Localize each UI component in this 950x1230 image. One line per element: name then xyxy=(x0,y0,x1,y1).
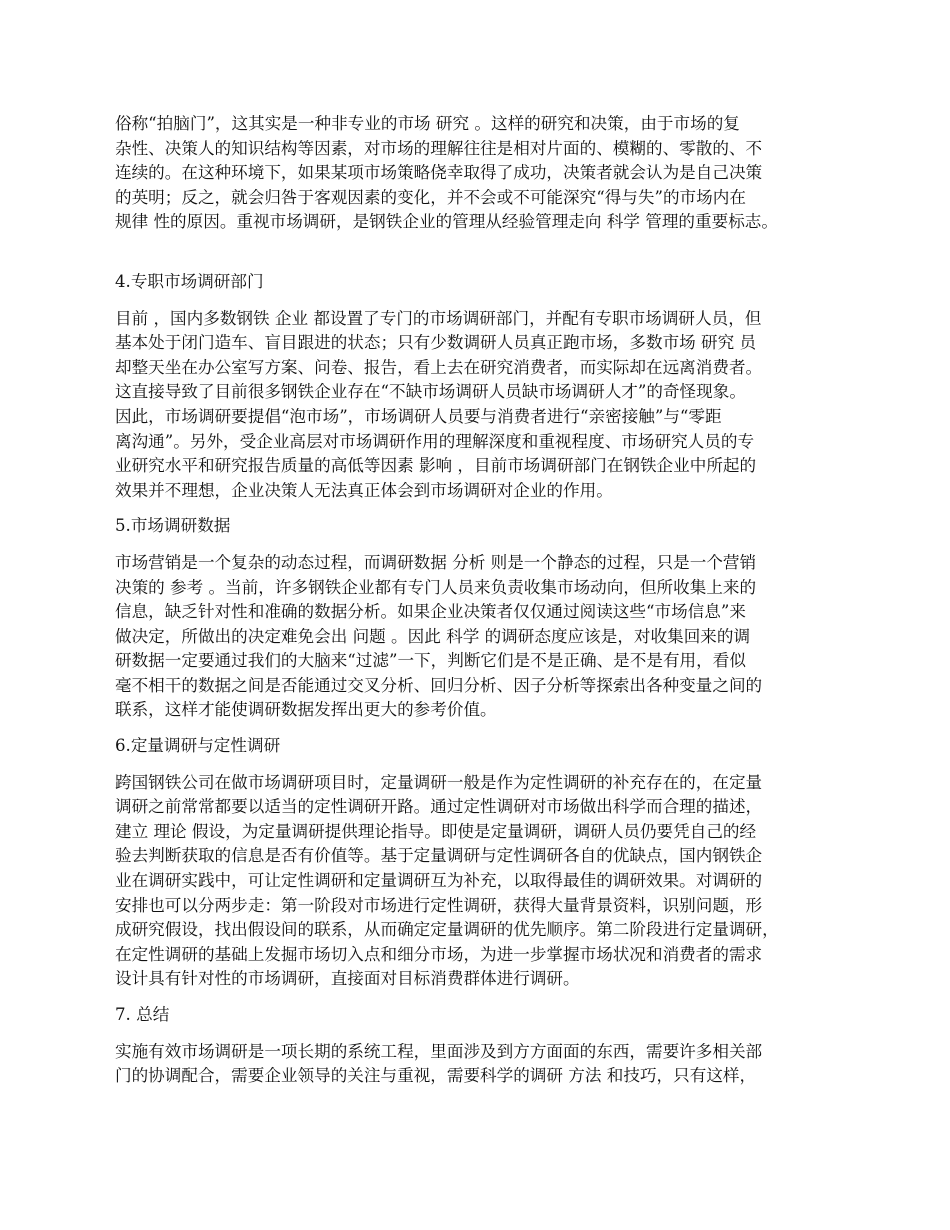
text-line: 验去判断获取的信息是否有价值等。基于定量调研与定性调研各自的优缺点，国内钢铁企 xyxy=(115,846,763,866)
text-line: 成研究假设，找出假设间的联系，从而确定定量调研的优先顺序。第二阶段进行定量调研， xyxy=(115,920,779,940)
section-heading-4: 4.专职市场调研部门 xyxy=(115,271,264,291)
text-line: 因此，市场调研要提倡“泡市场”，市场调研人员要与消费者进行“亲密接触”与“零距 xyxy=(115,406,722,426)
text-line: 门的协调配合，需要企业领导的关注与重视，需要科学的调研 方法 和技巧，只有这样， xyxy=(115,1066,757,1086)
text-line: 的英明；反之，就会归咎于客观因素的变化，并不会或不可能深究“得与失”的市场内在 xyxy=(115,187,746,207)
paragraph-section-7 xyxy=(115,1040,845,1089)
text-line: 规律 性的原因。重视市场调研，是钢铁企业的管理从经验管理走向 科学 管理的重要标志。 xyxy=(115,212,778,232)
text-line: 却整天坐在办公室写方案、问卷、报告，看上去在研究消费者，而实际却在远离消费者。 xyxy=(115,357,763,377)
paragraph-section-4 xyxy=(115,307,845,504)
text-line: 这直接导致了目前很多钢铁企业存在“不缺市场调研人员缺市场调研人才”的奇怪现象。 xyxy=(115,382,746,402)
text-line: 基本处于闭门造车、盲目跟进的状态；只有少数调研人员真正跑市场，多数市场 研究 员 xyxy=(115,333,757,353)
text-line: 研数据一定要通过我们的大脑来“过滤”一下，判断它们是不是正确、是不是有用，看似 xyxy=(115,651,746,671)
paragraph-intro xyxy=(115,112,845,235)
text-line: 在定性调研的基础上发掘市场切入点和细分市场，为进一步掌握市场状况和消费者的需求 xyxy=(115,944,763,964)
text-line: 俗称“拍脑门”，这其实是一种非专业的市场 研究 。这样的研究和决策，由于市场的复 xyxy=(115,114,740,133)
text-line: 建立 理论 假设，为定量调研提供理论指导。即使是定量调研，调研人员仍要凭自己的经 xyxy=(115,821,757,841)
paragraph-section-5 xyxy=(115,551,845,723)
section-heading-7: 7. 总结 xyxy=(115,1005,170,1024)
text-line: 毫不相干的数据之间是否能通过交叉分析、回归分析、因子分析等探索出各种变量之间的 xyxy=(115,675,763,695)
text-line: 安排也可以分两步走：第一阶段对市场进行定性调研，获得大量背景资料，识别问题，形 xyxy=(115,895,763,915)
text-line: 跨国钢铁公司在做市场调研项目时，定量调研一般是作为定性调研的补充存在的，在定量 xyxy=(115,772,763,792)
text-line: 市场营销是一个复杂的动态过程，而调研数据 分析 则是一个静态的过程，只是一个营销 xyxy=(115,552,757,572)
text-line: 业在调研实践中，可让定性调研和定量调研互为补充，以取得最佳的调研效果。对调研的 xyxy=(115,871,763,891)
text-line: 实施有效市场调研是一项长期的系统工程，里面涉及到方方面面的东西，需要许多相关部 xyxy=(115,1041,763,1061)
text-line: 杂性、决策人的知识结构等因素，对市场的理解往往是相对片面的、模糊的、零散的、不 xyxy=(115,138,763,158)
paragraph-section-6 xyxy=(115,771,845,992)
text-line: 调研之前常常都要以适当的定性调研开路。通过定性调研对市场做出科学而合理的描述， xyxy=(115,797,763,817)
document-page xyxy=(115,112,845,1089)
section-heading-5: 5.市场调研数据 xyxy=(115,516,231,536)
text-line: 效果并不理想，企业决策人无法真正体会到市场调研对企业的作用。 xyxy=(115,480,613,500)
text-line: 目前 ，国内多数钢铁 企业 都设置了专门的市场调研部门，并配有专职市场调研人员，但 xyxy=(115,308,762,328)
text-line: 业研究水平和研究报告质量的高低等因素 影响 ，目前市场调研部门在钢铁企业中所起的 xyxy=(115,456,757,476)
text-line: 决策的 参考 。当前，许多钢铁企业都有专门人员来负责收集市场动向，但所收集上来的 xyxy=(115,577,757,597)
text-line: 连续的。在这种环境下，如果某项市场策略侥幸取得了成功，决策者就会认为是自己决策 xyxy=(115,163,763,183)
text-line: 做决定，所做出的决定难免会出 问题 。因此 科学 的调研态度应该是，对收集回来的调 xyxy=(115,626,751,646)
text-line: 设计具有针对性的市场调研，直接面对目标消费群体进行调研。 xyxy=(115,969,580,989)
text-line: 联系，这样才能使调研数据发挥出更大的参考价值。 xyxy=(115,700,497,720)
text-line: 信息，缺乏针对性和准确的数据分析。如果企业决策者仅仅通过阅读这些“市场信息”来 xyxy=(115,602,746,622)
section-heading-6: 6.定量调研与定性调研 xyxy=(115,736,281,756)
text-line: 离沟通”。另外，受企业高层对市场调研作用的理解深度和重视程度、市场研究人员的专 xyxy=(115,431,755,451)
